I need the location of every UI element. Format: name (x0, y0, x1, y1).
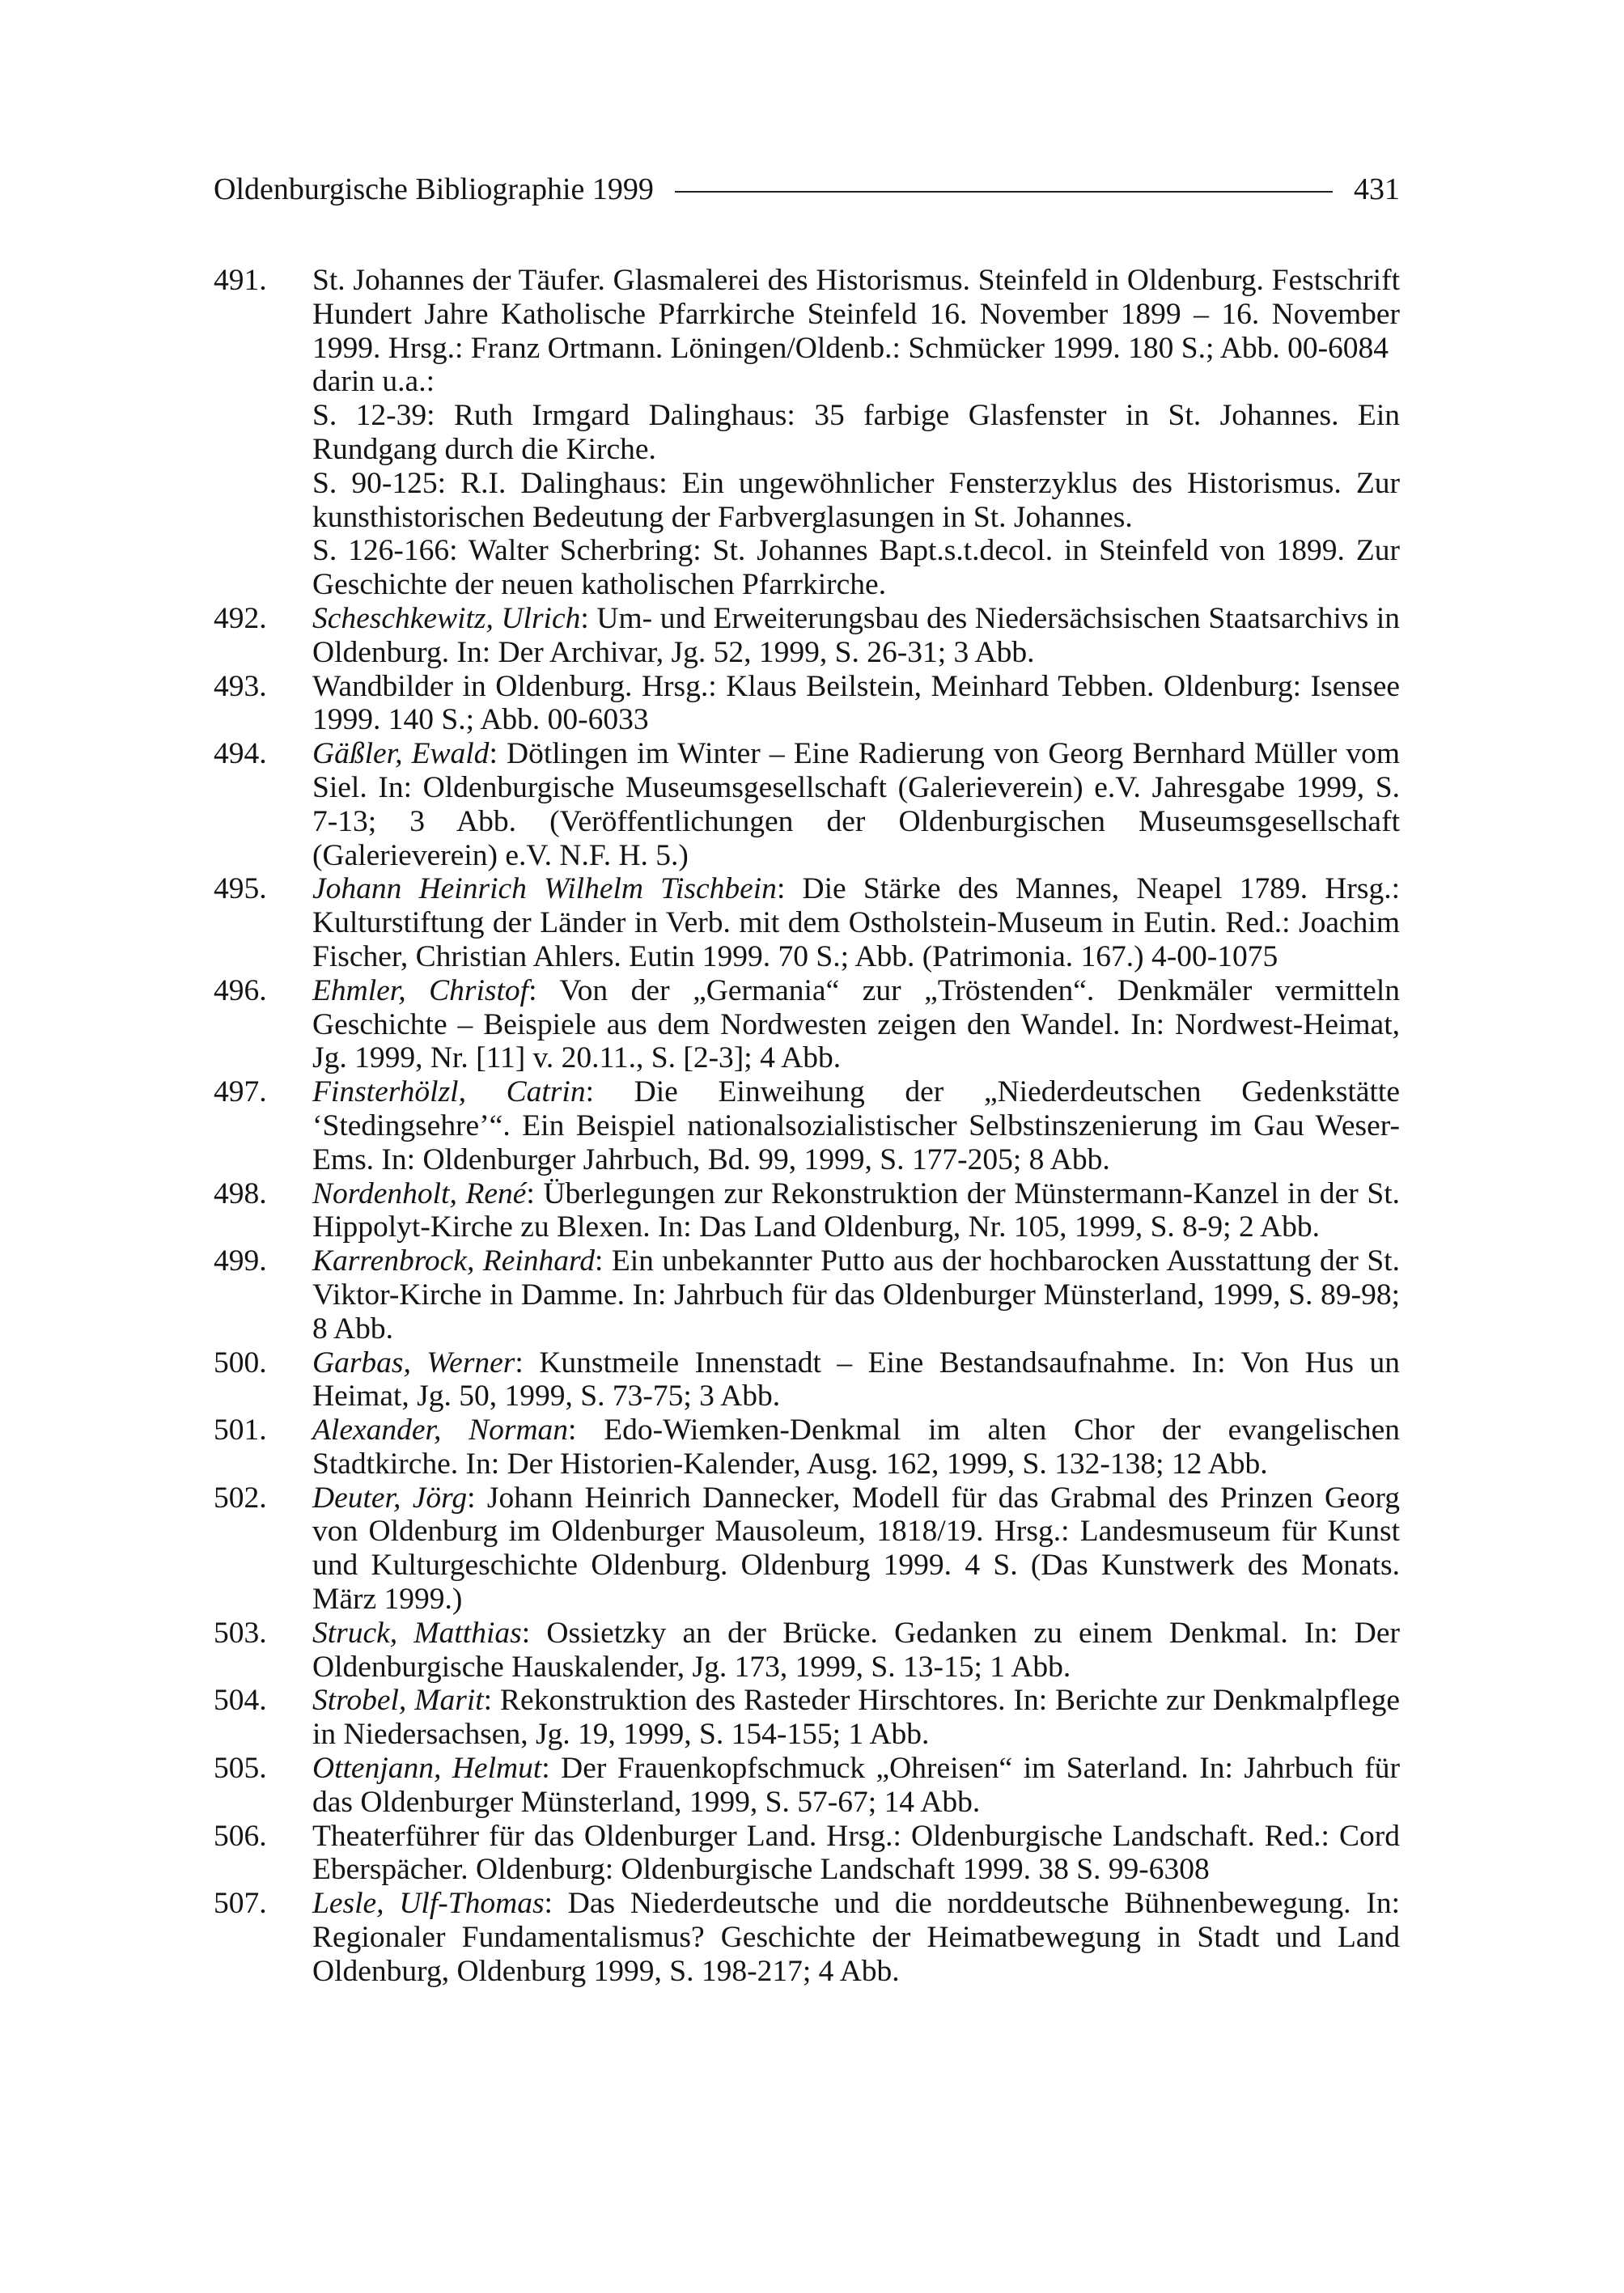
entry-paragraph: Karrenbrock, Reinhard: Ein unbekannter Putto aus der hochbarocken Ausstattung der St. Viktor-Kirche in Damme. In: Jahrbuch für das Oldenburger Münsterland, 1999, S. 89-98; 8 Abb. (312, 1244, 1400, 1346)
entry-author: Johann Heinrich Wilhelm Tischbein (312, 872, 777, 906)
entry-author: Lesle, Ulf-Thomas (312, 1887, 545, 1921)
entry-author: Scheschkewitz, Ulrich (312, 601, 581, 635)
entry-text (312, 872, 1400, 973)
entry-line: Das Niederdeutsche und die norddeutsche Bühnenbewegung. In: Regionaler Fundamentalismus? Geschichte der Heimatbewegung in Stadt und Land Oldenburg, Oldenburg 1999, S. 198-217; 4 Abb. (312, 1887, 1400, 1988)
entry-paragraph: Alexander, Norman: Edo-Wiemken-Denkmal im alten Chor der evangelischen Stadtkirche. In: Der Historien-Kalender, Ausg. 162, 1999, S. 132-138; 12 Abb. (312, 1414, 1401, 1481)
entry-number: 502. (214, 1481, 267, 1515)
bibliography-entry (214, 974, 1400, 1075)
entry-paragraph: Strobel, Marit: Rekonstruktion des Rasteder Hirschtores. In: Berichte zur Denkmalpflege in Niedersachsen, Jg. 19, 1999, S. 154-155; 1 Abb. (312, 1684, 1400, 1752)
entry-text (312, 670, 1400, 738)
entry-line: Theaterführer für das Oldenburger Land. Hrsg.: Oldenburgische Landschaft. Red.: Cord Eberspächer. Oldenburg: Oldenburgische Landschaft 1999. 38 S. 99-6308 (312, 1819, 1400, 1887)
entry-text (312, 264, 1400, 602)
bibliography-entry (214, 1075, 1400, 1176)
bibliography-entry (214, 1752, 1400, 1820)
entry-author: Struck, Matthias (312, 1616, 522, 1650)
entry-line: Überlegungen zur Rekonstruktion der Münstermann-Kanzel in der St. Hippolyt-Kirche zu Blexen. In: Das Land Oldenburg, Nr. 105, 1999, S. 8-9; 2 Abb. (312, 1176, 1400, 1244)
entry-paragraph (312, 365, 1400, 399)
entry-paragraph: Nordenholt, René: Überlegungen zur Rekonstruktion der Münstermann-Kanzel in der St. Hippolyt-Kirche zu Blexen. In: Das Land Oldenburg, Nr. 105, 1999, S. 8-9; 2 Abb. (312, 1176, 1400, 1244)
bibliography-entry (214, 1481, 1400, 1617)
entry-number: 498. (214, 1176, 267, 1210)
entry-paragraph: Lesle, Ulf-Thomas: Das Niederdeutsche und die norddeutsche Bühnenbewegung. In: Regionaler Fundamentalismus? Geschichte der Heimatbewegung in Stadt und Land Oldenburg, Oldenburg 1999, S. 198-217; 4 Abb. (312, 1887, 1400, 1988)
entry-paragraph: Scheschkewitz, Ulrich: Um- und Erweiterungsbau des Niedersächsischen Staatsarchivs in Oldenburg. In: Der Archivar, Jg. 52, 1999, S. 26-31; 3 Abb. (312, 601, 1400, 669)
entry-text (312, 1752, 1400, 1820)
entry-author: Gäßler, Ewald (312, 737, 490, 771)
entry-line: Ossietzky an der Brücke. Gedanken zu einem Denkmal. In: Der Oldenburgische Hauskalender, Jg. 173, 1999, S. 13-15; 1 Abb. (312, 1616, 1401, 1684)
entry-text (312, 1244, 1400, 1346)
entry-number: 505. (214, 1752, 267, 1786)
bibliography-entry (214, 670, 1400, 738)
bibliography-entry (214, 1414, 1400, 1481)
entry-line: Um- und Erweiterungsbau des Niedersächsischen Staatsarchivs in Oldenburg. In: Der Archivar, Jg. 52, 1999, S. 26-31; 3 Abb. (312, 601, 1400, 669)
entry-paragraph: Gäßler, Ewald: Dötlingen im Winter – Eine Radierung von Georg Bernhard Müller vom Siel. In: Oldenburgische Museumsgesellschaft (Galerieverein) e.V. Jahresgabe 1999, S. 7-13; 3 Abb. (Veröffentlichungen der Oldenburgischen Museumsgesellschaft (Galerieverein) e.V. N.F. H. 5.) (312, 737, 1401, 872)
entry-text (312, 1684, 1400, 1752)
entry-author: Ehmler, Christof (312, 973, 529, 1007)
entry-line: S. 126-166: Walter Scherbring: St. Johannes Bapt.s.t.decol. in Steinfeld von 1899. Zur Geschichte der neuen katholischen Pfarrkirche. (312, 534, 1400, 602)
entry-line: Von der „Germania“ zur „Tröstenden“. Denkmäler vermitteln Geschichte – Beispiele aus dem Nordwesten zeigen den Wandel. In: Nordwest-Heimat, Jg. 1999, Nr. [11] v. 20.11., S. [2-3]; 4 Abb. (312, 973, 1400, 1075)
entry-line: Dötlingen im Winter – Eine Radierung von Georg Bernhard Müller vom Siel. In: Oldenburgische Museumsgesellschaft (Galerieverein) e.V. Jahresgabe 1999, S. 7-13; 3 Abb. (Veröffentlichungen der Oldenburgischen Museumsgesellschaft (Galerieverein) e.V. N.F. H. 5.) (312, 737, 1401, 872)
entry-number: 491. (214, 264, 267, 297)
entry-paragraph: Garbas, Werner: Kunstmeile Innenstadt – Eine Bestandsaufnahme. In: Von Hus un Heimat, Jg. 50, 1999, S. 73-75; 3 Abb. (312, 1346, 1400, 1414)
entry-text (312, 737, 1400, 872)
bibliography-entry (214, 872, 1400, 973)
entry-number: 507. (214, 1887, 267, 1921)
entry-line: S. 90-125: R.I. Dalinghaus: Ein ungewöhnlicher Fensterzyklus des Historismus. Zur kunsthistorischen Bedeutung der Farbverglasungen in St. Johannes. (312, 466, 1400, 534)
entry-paragraph (312, 534, 1400, 602)
entry-text (312, 1346, 1400, 1414)
entry-author: Deuter, Jörg (312, 1481, 468, 1515)
bibliography-entry (214, 1346, 1400, 1414)
header-rule (675, 191, 1333, 193)
entry-paragraph (312, 1820, 1400, 1888)
entry-paragraph: Struck, Matthias: Ossietzky an der Brücke. Gedanken zu einem Denkmal. In: Der Oldenburgische Hauskalender, Jg. 173, 1999, S. 13-15; 1 Abb. (312, 1616, 1401, 1684)
entry-author: Alexander, Norman (312, 1414, 569, 1447)
entry-number: 504. (214, 1684, 267, 1718)
entry-number: 501. (214, 1414, 267, 1447)
entry-line: Die Einweihung der „Niederdeutschen Gedenkstätte ‘Stedingsehre’“. Ein Beispiel nationalsozialistischer Selbstinszenierung im Gau Weser-Ems. In: Oldenburger Jahrbuch, Bd. 99, 1999, S. 177-205; 8 Abb. (312, 1075, 1400, 1176)
entry-number: 493. (214, 669, 267, 703)
entry-text (312, 1177, 1400, 1245)
entry-line: Ein unbekannter Putto aus der hochbarocken Ausstattung der St. Viktor-Kirche in Damme. In: Jahrbuch für das Oldenburger Münsterland, 1999, S. 89-98; 8 Abb. (312, 1244, 1400, 1346)
entry-line: darin u.a.: (312, 365, 435, 399)
entry-author: Finsterhölzl, Catrin (312, 1075, 586, 1109)
entry-number: 497. (214, 1075, 267, 1109)
bibliography-entry (214, 1820, 1400, 1888)
entry-paragraph (312, 399, 1400, 467)
entry-number: 496. (214, 973, 267, 1007)
running-title: Oldenburgische Bibliographie 1999 (214, 172, 654, 206)
bibliography-list (214, 264, 1400, 1989)
entry-number: 503. (214, 1616, 267, 1650)
entry-line: Rekonstruktion des Rasteder Hirschtores. In: Berichte zur Denkmalpflege in Niedersachsen, Jg. 19, 1999, S. 154-155; 1 Abb. (312, 1684, 1400, 1752)
entry-line: Wandbilder in Oldenburg. Hrsg.: Klaus Beilstein, Meinhard Tebben. Oldenburg: Isensee 1999. 140 S.; Abb. 00-6033 (312, 669, 1400, 737)
entry-paragraph: Finsterhölzl, Catrin: Die Einweihung der „Niederdeutschen Gedenkstätte ‘Stedingsehre’“. Ein Beispiel nationalsozialistischer Selbstinszenierung im Gau Weser-Ems. In: Oldenburger Jahrbuch, Bd. 99, 1999, S. 177-205; 8 Abb. (312, 1075, 1400, 1176)
entry-number: 492. (214, 601, 267, 635)
entry-number: 500. (214, 1346, 267, 1380)
entry-text (312, 1481, 1400, 1617)
entry-number: 494. (214, 737, 267, 771)
entry-line: S. 12-39: Ruth Irmgard Dalinghaus: 35 farbige Glasfenster in St. Johannes. Ein Rundgang durch die Kirche. (312, 399, 1400, 466)
entry-text (312, 602, 1400, 670)
entry-line: St. Johannes der Täufer. Glasmalerei des Historismus. Steinfeld in Oldenburg. Festschrift Hundert Jahre Katholische Pfarrkirche Steinfeld 16. November 1899 – 16. November 1999. Hrsg.: Franz Ortmann. Löningen/Oldenb.: Schmücker 1999. 180 S.; Abb. 00-6084 (312, 264, 1400, 365)
entry-text (312, 1617, 1400, 1685)
entry-number: 499. (214, 1244, 267, 1278)
entry-paragraph: Deuter, Jörg: Johann Heinrich Dannecker, Modell für das Grabmal des Prinzen Georg von Oldenburg im Oldenburger Mausoleum, 1818/19. Hrsg.: Landesmuseum für Kunst und Kulturgeschichte Oldenburg. Oldenburg 1999. 4 S. (Das Kunstwerk des Monats. März 1999.) (312, 1481, 1400, 1617)
entry-paragraph: Ehmler, Christof: Von der „Germania“ zur „Tröstenden“. Denkmäler vermitteln Geschichte – Beispiele aus dem Nordwesten zeigen den Wandel. In: Nordwest-Heimat, Jg. 1999, Nr. [11] v. 20.11., S. [2-3]; 4 Abb. (312, 973, 1400, 1075)
bibliography-entry (214, 1887, 1400, 1988)
bibliography-entry (214, 1177, 1400, 1245)
running-header (214, 167, 1400, 212)
entry-text (312, 1414, 1400, 1481)
entry-line: Edo-Wiemken-Denkmal im alten Chor der evangelischen Stadtkirche. In: Der Historien-Kalender, Ausg. 162, 1999, S. 132-138; 12 Abb. (312, 1414, 1401, 1481)
page-number: 431 (1354, 172, 1400, 206)
entry-line: Die Stärke des Mannes, Neapel 1789. Hrsg.: Kulturstiftung der Länder in Verb. mit dem Ostholstein-Museum in Eutin. Red.: Joachim Fischer, Christian Ahlers. Eutin 1999. 70 S.; Abb. (Patrimonia. 167.) 4-00-1075 (312, 872, 1400, 973)
entry-number: 506. (214, 1819, 267, 1853)
bibliography-entry (214, 602, 1400, 670)
entry-author: Karrenbrock, Reinhard (312, 1244, 595, 1278)
entry-author: Nordenholt, René (312, 1176, 527, 1210)
entry-text (312, 1820, 1400, 1888)
entry-line: Johann Heinrich Dannecker, Modell für das Grabmal des Prinzen Georg von Oldenburg im Oldenburger Mausoleum, 1818/19. Hrsg.: Landesmuseum für Kunst und Kulturgeschichte Oldenburg. Oldenburg 1999. 4 S. (Das Kunstwerk des Monats. März 1999.) (312, 1481, 1400, 1617)
entry-paragraph (312, 264, 1400, 365)
entry-paragraph (312, 467, 1400, 535)
entry-author: Garbas, Werner (312, 1346, 515, 1380)
entry-author: Ottenjann, Helmut (312, 1752, 542, 1786)
bibliography-entry (214, 1617, 1400, 1685)
bibliography-entry (214, 1684, 1400, 1752)
entry-paragraph (312, 670, 1400, 738)
bibliography-entry (214, 737, 1400, 872)
bibliography-entry (214, 1244, 1400, 1346)
entry-paragraph: Johann Heinrich Wilhelm Tischbein: Die Stärke des Mannes, Neapel 1789. Hrsg.: Kulturstiftung der Länder in Verb. mit dem Ostholstein-Museum in Eutin. Red.: Joachim Fischer, Christian Ahlers. Eutin 1999. 70 S.; Abb. (Patrimonia. 167.) 4-00-1075 (312, 872, 1400, 973)
entry-text (312, 1075, 1400, 1176)
entry-text (312, 1887, 1400, 1988)
bibliography-entry (214, 264, 1400, 602)
entry-line: Kunstmeile Innenstadt – Eine Bestandsaufnahme. In: Von Hus un Heimat, Jg. 50, 1999, S. 73-75; 3 Abb. (312, 1346, 1400, 1414)
entry-paragraph: Ottenjann, Helmut: Der Frauenkopfschmuck „Ohreisen“ im Saterland. In: Jahrbuch für das Oldenburger Münsterland, 1999, S. 57-67; 14 Abb. (312, 1752, 1400, 1819)
entry-number: 495. (214, 872, 267, 906)
entry-text (312, 974, 1400, 1075)
entry-author: Strobel, Marit (312, 1684, 484, 1718)
entry-line: Der Frauenkopfschmuck „Ohreisen“ im Saterland. In: Jahrbuch für das Oldenburger Münsterland, 1999, S. 57-67; 14 Abb. (312, 1752, 1400, 1819)
